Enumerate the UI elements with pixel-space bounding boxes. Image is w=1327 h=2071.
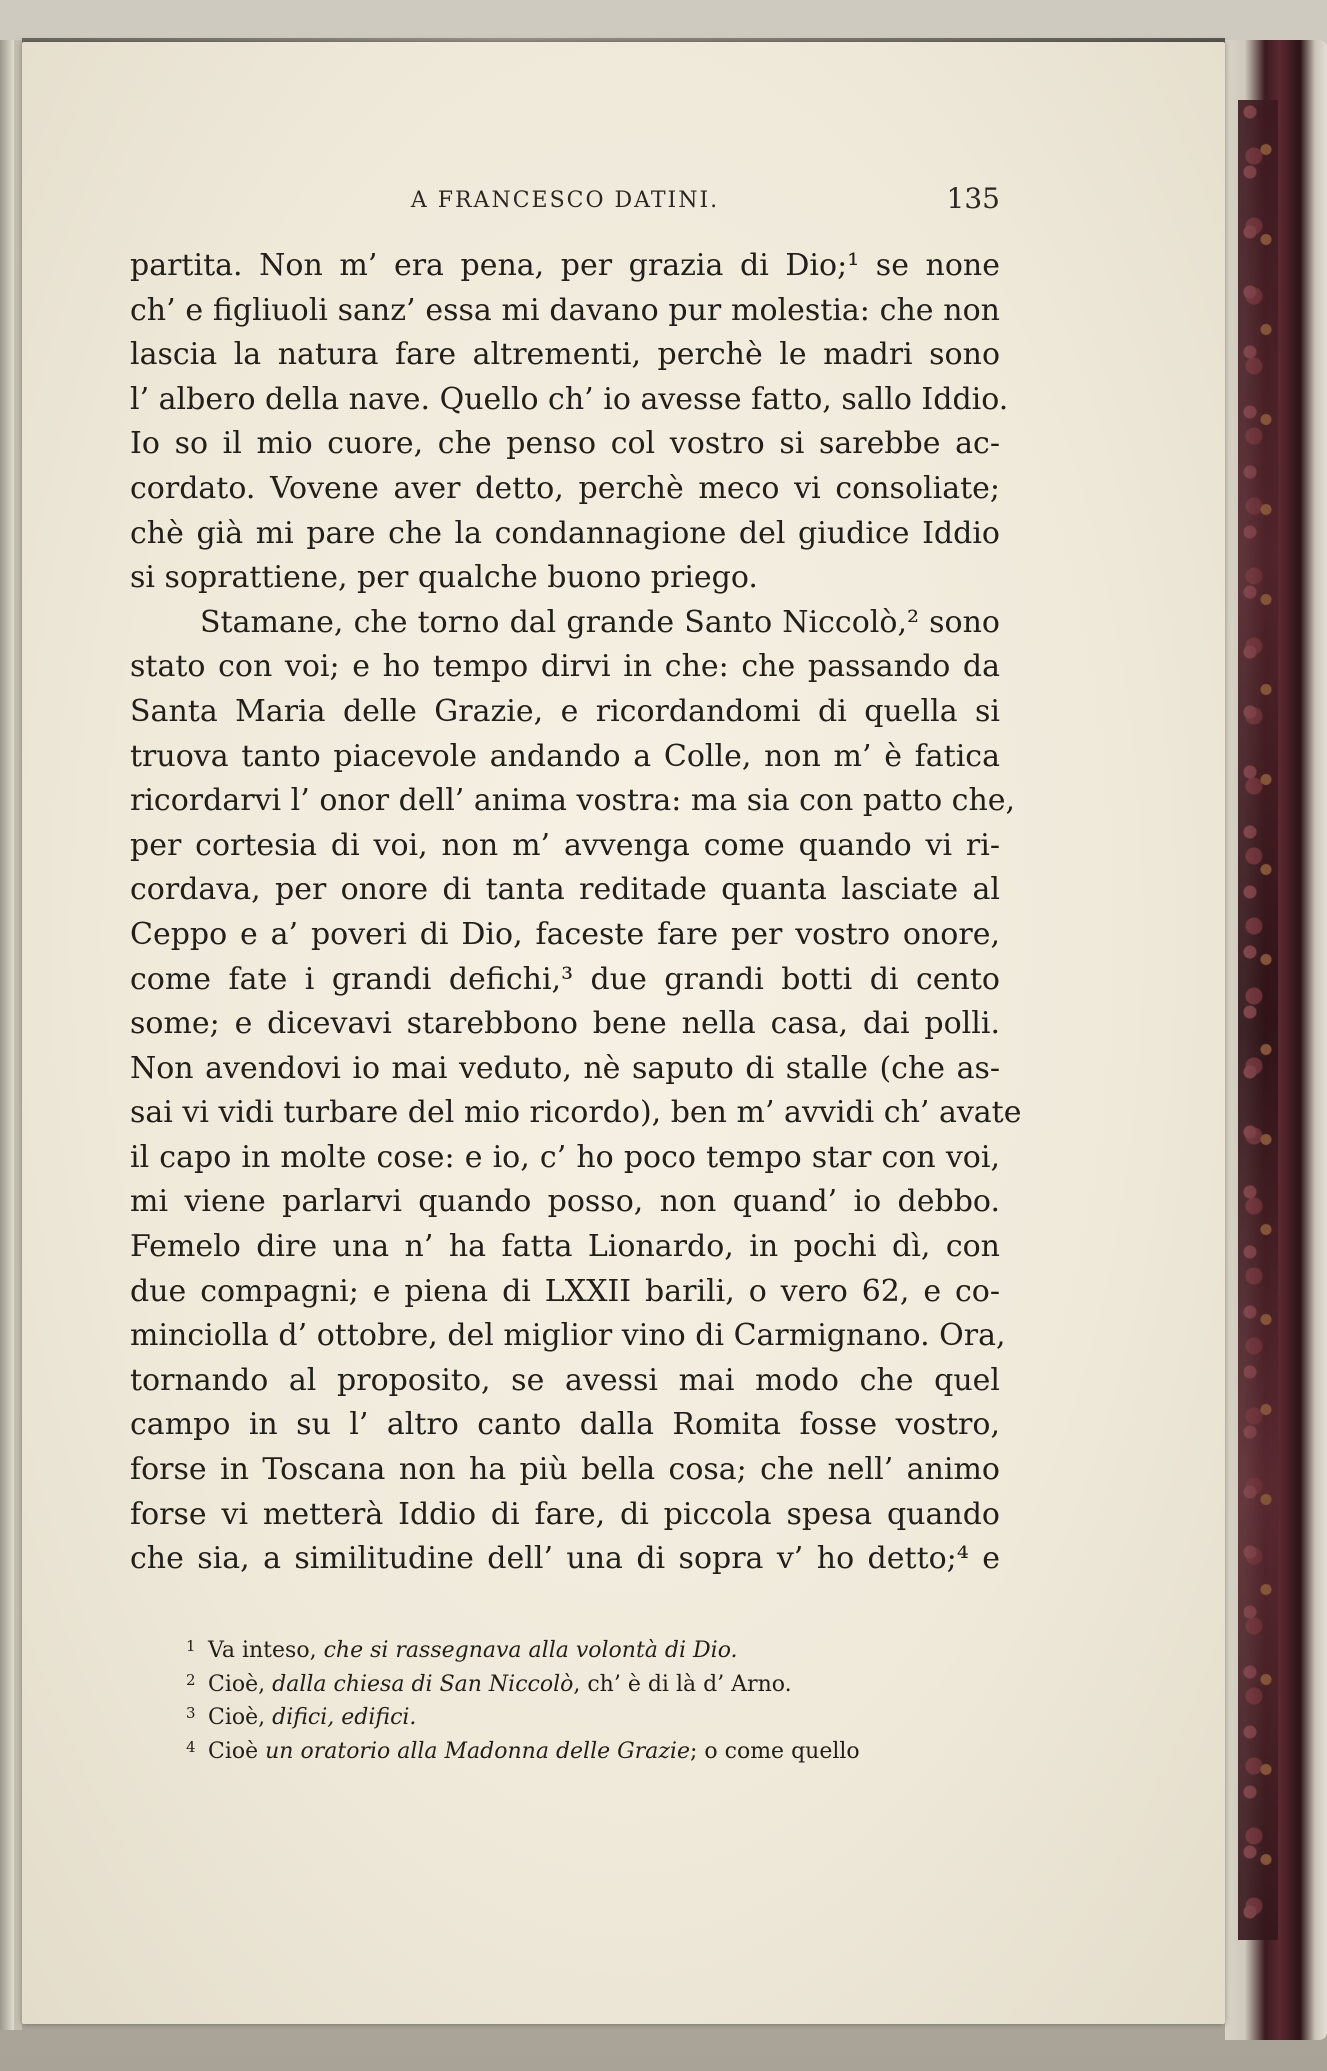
footnote-marker: 2 [186,1670,196,1689]
footnote [186,1697,1006,1731]
text-line: forse vi metterà Iddio di fare, di piccola spesa quando [130,1496,1000,1532]
text-line: Femelo dire una n’ ha fatta Lionardo, in pochi dì, con [130,1229,1000,1265]
footnote-text: Cioè [208,1739,266,1765]
footnote-italic-text: un oratorio alla Madonna delle Grazie [265,1739,690,1765]
text-line: sai vi vidi turbare del mio ricordo), ben m’ avvidi ch’ avate [130,1095,1022,1131]
body-text [130,244,1022,1582]
footnote-marker: 1 [186,1637,196,1655]
text-line: Io so il mio cuore, che penso col vostro si sarebbe ac- [130,426,1000,462]
footnote-text: Cioè, [208,1705,273,1731]
footnote [186,1731,1006,1765]
footnote-text: Cioè, [208,1671,273,1697]
marbled-binding [1238,100,1278,1940]
text-line: mi viene parlarvi quando posso, non quand’ io debbo. [130,1184,1000,1220]
footnote-text: ; o come quello [689,1739,860,1765]
footnote-italic-text: dalla chiesa di San Niccolò [272,1671,574,1697]
page-header [130,182,1000,228]
text-line: Ceppo e a’ poveri di Dio, faceste fare per vostro onore, [130,916,1000,952]
text-line: che sia, a similitudine dell’ una di sopra v’ ho detto;⁴ e [130,1541,1000,1577]
text-line: l’ albero della nave. Quello ch’ io avesse fatto, sallo Iddio. [130,381,1009,417]
text-line: stato con voi; e ho tempo dirvi in che: che passando da [130,649,1000,685]
text-line: chè già mi pare che la condannagione del giudice Iddio [130,515,1000,551]
text-line: minciolla d’ ottobre, del miglior vino di Carmignano. Ora, [130,1318,1006,1354]
text-line: lascia la natura fare altrementi, perchè le madri sono [130,337,1000,373]
text-line: some; e dicevavi starebbono bene nella casa, dai polli. [130,1006,1000,1042]
footnote-marker: 3 [186,1704,196,1723]
footnote [186,1630,1006,1664]
text-line: truova tanto piacevole andando a Colle, non m’ è fatica [130,738,1000,774]
page-number: 135 [946,182,1000,215]
footnote-text: Va inteso, [208,1638,324,1663]
text-line: tornando al proposito, se avessi mai modo che quel [130,1362,1000,1398]
text-line: ricordarvi l’ onor dell’ anima vostra: ma sia con patto che, [130,783,1016,819]
text-line: il capo in molte cose: e io, c’ ho poco tempo star con voi, [130,1139,1000,1175]
text-line: forse in Toscana non ha più bella cosa; che nell’ animo [130,1452,1000,1488]
previous-page-fold [14,40,22,2030]
text-line: cordava, per onore di tanta reditade quanta lasciate al [130,872,1000,908]
footnote [186,1664,1006,1698]
footnote-marker: 4 [186,1738,196,1757]
footnote-italic-text: che si rassegnava alla volontà di Dio. [323,1638,738,1663]
footnote-text: , ch’ è di là d’ Arno. [573,1671,792,1697]
text-line: ch’ e figliuoli sanz’ essa mi davano pur molestia: che non [130,292,1000,328]
text-line: campo in su l’ altro canto dalla Romita fosse vostro, [130,1407,1000,1443]
paragraph-start-line: Stamane, che torno dal grande Santo Niccolò,² sono [200,604,1000,640]
running-head: A FRANCESCO DATINI. [410,188,720,213]
text-line: cordato. Vovene aver detto, perchè meco vi consoliate; [130,470,1000,506]
text-line: due compagni; e piena di LXXII barili, o vero 62, e co- [130,1273,1000,1309]
text-line: partita. Non m’ era pena, per grazia di Dio;¹ se none [130,248,1000,283]
footnotes [186,1630,1006,1765]
text-line: Non avendovi io mai veduto, nè saputo di stalle (che as- [130,1050,1000,1086]
text-line: come fate i grandi defichi,³ due grandi botti di cento [130,961,1000,997]
text-line: si soprattiene, per qualche buono priego. [130,560,758,596]
text-line: per cortesia di voi, non m’ avvenga come quando vi ri- [130,827,1000,863]
text-line: Santa Maria delle Grazie, e ricordandomi di quella si [130,693,1000,729]
footnote-italic-text: difici, edifici. [272,1705,417,1731]
